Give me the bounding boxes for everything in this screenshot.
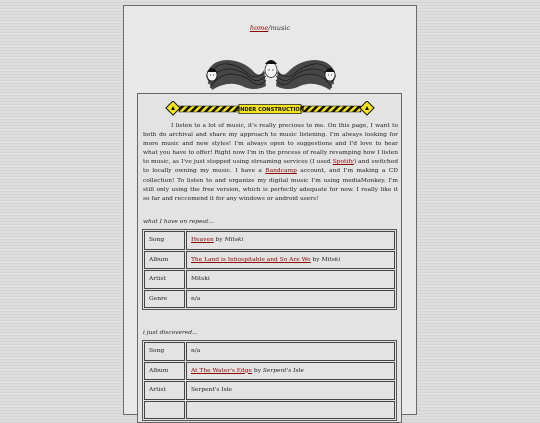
- table-row: [144, 251, 395, 270]
- song-artist: Mitski: [224, 237, 244, 244]
- album-link[interactable]: The Land is Inhospitable and So Are We: [191, 256, 311, 263]
- song-link[interactable]: Heaven: [191, 237, 214, 244]
- by-text: by: [310, 256, 322, 263]
- genre-label: Genre: [144, 290, 185, 309]
- artist-label: Artist: [144, 270, 185, 289]
- spotify-link[interactable]: Spotify: [332, 159, 354, 166]
- artist-label: Artist: [144, 381, 185, 400]
- intro-text-2: ) and switched to locally owning my music. I have a: [143, 159, 398, 175]
- by-text: by: [252, 367, 263, 374]
- table-row: [144, 381, 395, 400]
- table-row: [144, 290, 395, 309]
- breadcrumb-home-link[interactable]: home: [249, 24, 269, 32]
- by-text: by: [213, 237, 225, 244]
- on-repeat-table: [142, 229, 397, 310]
- intro-text-1: I listen to a lot of music, it's really precious to me. On this page, I want to both do archival and share my approach to music listening. I'm always looking for more music and new styles! I'm always open to suggestions and I'd love to hear what you have to offer! Right now I'm in the process of really revamping how I listen to music, as I've just stopped using streaming services (I used: [143, 123, 398, 166]
- music-content-box: [137, 93, 402, 423]
- empty-value: [186, 401, 395, 420]
- song-label: Song: [144, 342, 185, 361]
- table-row: [144, 231, 395, 250]
- table-row: [144, 342, 395, 361]
- artist-value: Mitski: [186, 270, 395, 289]
- song-label: Song: [144, 231, 185, 250]
- just-discovered-heading: i just discovered...: [143, 330, 198, 336]
- table-row: [144, 270, 395, 289]
- bandcamp-link[interactable]: Bandcamp: [265, 168, 297, 175]
- breadcrumb-current: music: [270, 24, 291, 32]
- warning-sign-icon: [166, 101, 180, 115]
- breadcrumb-separator: /: [268, 24, 271, 32]
- table-row: [144, 362, 395, 381]
- table-row: [144, 401, 395, 420]
- intro-paragraph: [143, 122, 398, 204]
- album-label: Album: [144, 362, 185, 381]
- album-value: [186, 362, 395, 381]
- album-value: [186, 251, 395, 270]
- warning-sign-icon: [360, 101, 374, 115]
- album-artist: Serpent's Isle: [262, 367, 304, 374]
- album-link[interactable]: At The Water's Edge: [191, 367, 253, 374]
- artist-value: Serpent's Isle: [186, 381, 395, 400]
- on-repeat-heading: what I have on repeat...: [143, 219, 215, 225]
- song-value: n/a: [186, 342, 395, 361]
- page-container: [123, 5, 417, 415]
- genre-value: n/a: [186, 290, 395, 309]
- just-discovered-table: [142, 340, 397, 421]
- intro-text-3: account, and I'm making a CD collection! To listen to and organize my digital music I'm using mediaMonkey. I'm still only using the free version, which is perfectly adequate for now. I really like it so far and reccomend it for any windows or android users!: [143, 168, 398, 202]
- album-label: Album: [144, 251, 185, 270]
- song-value: [186, 231, 395, 250]
- under-construction-banner: [165, 101, 375, 117]
- breadcrumb: [124, 24, 416, 32]
- long-hair-faces-illustration: [204, 50, 338, 92]
- empty-label: [144, 401, 185, 420]
- album-artist: Mitski: [321, 256, 341, 263]
- under-construction-text: UNDER CONSTRUCTION: [235, 107, 305, 114]
